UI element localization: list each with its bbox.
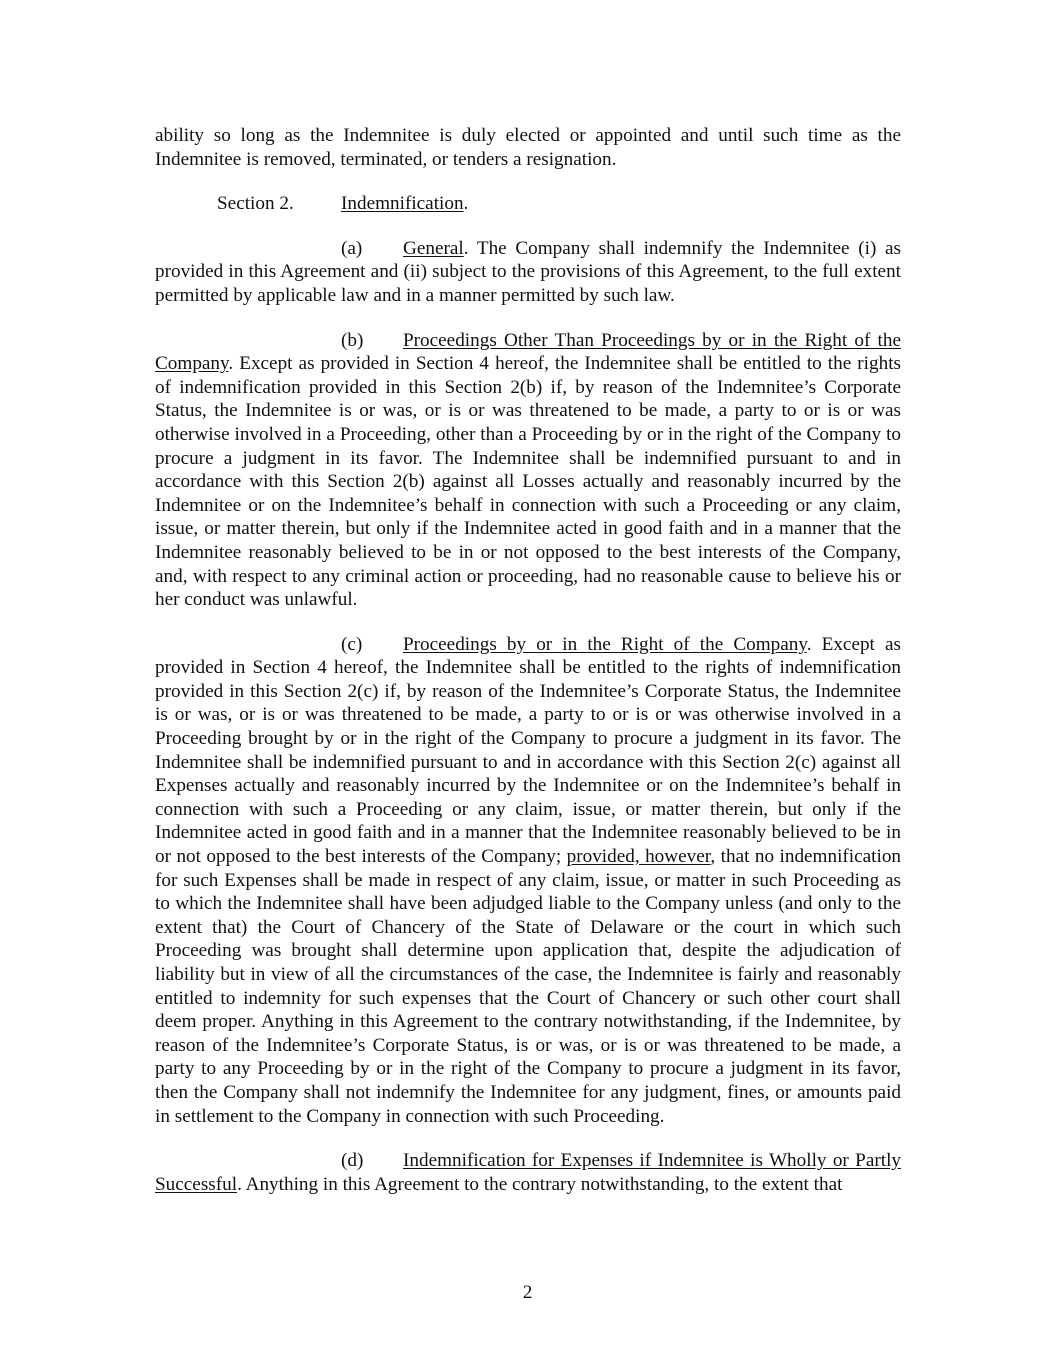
- subsection-text: . The Company shall indemnify the Indemnitee (i) as provided in this Agreement and (ii) subject to the provisions of this Agreement, to the full extent permitted by applicable law and in a manner permitted by such law.: [155, 237, 901, 306]
- subsection-heading: Proceedings Other Than Proceedings by or in the Right of the Company: [155, 329, 901, 375]
- subsection-text: . Except as provided in Section 4 hereof, the Indemnitee shall be entitled to the rights of indemnification provided in this Section 2(b) if, by reason of the Indemnitee’s Corporate Status, the Indemnitee is or was, or is or was threatened to be made, a party to or is or was otherwise involved in a Proceeding, other than a Proceeding by or in the right of the Company to procure a judgment in its favor. The Indemnitee shall be indemnified pursuant to and in accordance with this Section 2(b) against all Losses actually and reasonably incurred by the Indemnitee or on the Indemnitee’s behalf in connection with such a Proceeding or any claim, issue, or matter therein, but only if the Indemnitee acted in good faith and in a manner that the Indemnitee reasonably believed to be in or not opposed to the best interests of the Company, and, with respect to any criminal action or proceeding, had no reasonable cause to believe his or her conduct was unlawful.: [155, 353, 901, 611]
- subsection-c: [155, 633, 901, 1128]
- subsection-heading: General: [403, 237, 464, 259]
- subsection-heading: Proceedings by or in the Right of the Company: [403, 633, 807, 655]
- subsection-text: . Except as provided in Section 4 hereof, the Indemnitee shall be entitled to the rights of indemnification provided in this Section 2(c) if, by reason of the Indemnitee’s Corporate Status, the Indemnitee is or was, or is or was threatened to be made, a party to or is or was otherwise involved in a Proceeding brought by or in the right of the Company to procure a judgment in its favor. The Indemnitee shall be indemnified pursuant to and in accordance with this Section 2(c) against all Expenses actually and reasonably incurred by the Indemnitee or on the Indemnitee’s behalf in connection with such a Proceeding or any claim, issue, or matter therein, but only if the Indemnitee acted in good faith and in a manner that the Indemnitee reasonably believed to be in or not opposed to the best interests of the Company;: [155, 633, 901, 868]
- subsection-b: [155, 329, 901, 612]
- subsection-text-continued: , that no indemnification for such Expenses shall be made in respect of any claim, issue, or matter in such Proceeding as to which the Indemnitee shall have been adjudged liable to the Company unless (and only to the extent that) the Court of Chancery of the State of Delaware or the court in which such Proceeding was brought shall determine upon application that, despite the adjudication of liability but in view of all the circumstances of the case, the Indemnitee is fairly and reasonably entitled to indemnity for such expenses that the Court of Chancery or such other court shall deem proper. Anything in this Agreement to the contrary notwithstanding, if the Indemnitee, by reason of the Indemnitee’s Corporate Status, is or was, or is or was threatened to be made, a party to any Proceeding by or in the right of the Company to procure a judgment in its favor, then the Company shall not indemnify the Indemnitee for any judgment, fines, or amounts paid in settlement to the Company in connection with such Proceeding.: [155, 846, 902, 1127]
- section-number: Section 2.: [217, 193, 294, 215]
- section-title-punctuation: .: [463, 193, 469, 215]
- subsection-label: (b): [341, 329, 364, 351]
- subsection-label: (c): [341, 633, 363, 655]
- document-page: [155, 124, 901, 1217]
- subsection-label: (d): [341, 1150, 364, 1172]
- subsection-heading: Indemnification for Expenses if Indemnitee is Wholly or Partly Successful: [155, 1150, 901, 1195]
- subsection-label: (a): [341, 237, 363, 259]
- subsection-d: [155, 1149, 901, 1196]
- subsection-a: [155, 237, 901, 308]
- section-heading: [217, 192, 901, 216]
- section-title: Indemnification: [341, 193, 464, 215]
- page-number: 2: [522, 1282, 533, 1303]
- intro-paragraph: ability so long as the Indemnitee is duly elected or appointed and until such time as the Indemnitee is removed, terminated, or tenders a resignation.: [155, 125, 901, 170]
- subsection-text: . Anything in this Agreement to the contrary notwithstanding, to the extent that: [237, 1173, 843, 1195]
- proviso-term: provided, however: [566, 846, 711, 868]
